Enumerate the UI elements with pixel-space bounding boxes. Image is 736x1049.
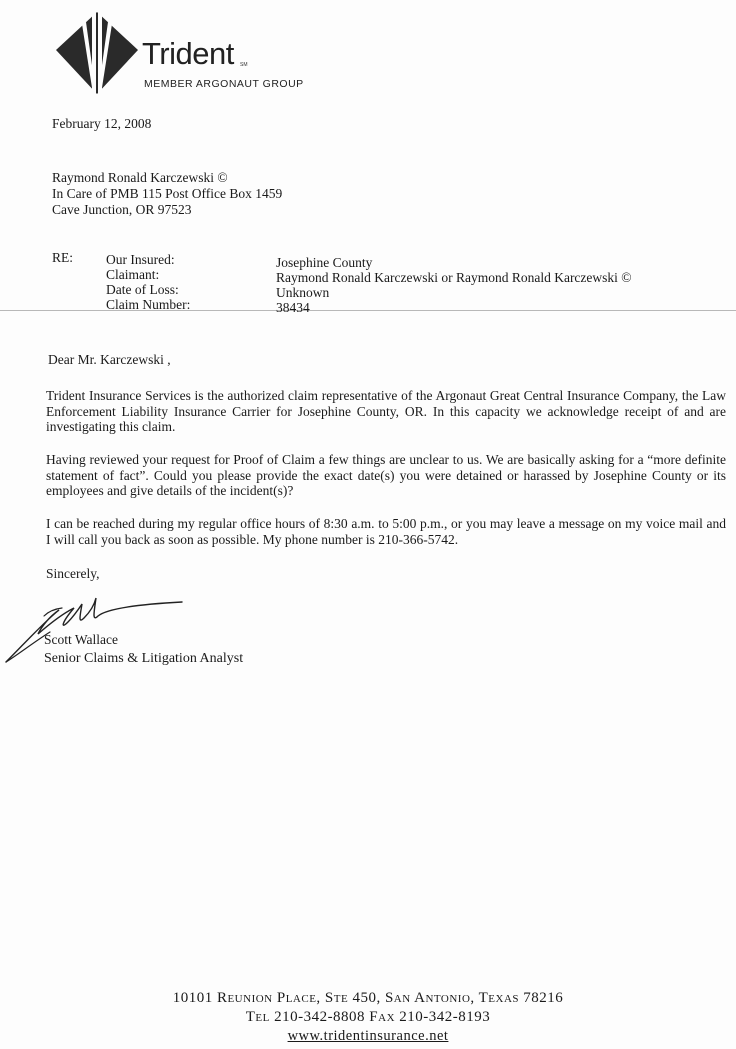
footer-address: 10101 Reunion Place, Ste 450, San Antonio, Texas 78216 [172, 990, 564, 1006]
re-value-claimant: Raymond Ronald Karczewski or Raymond Ronald Karczewski © [276, 270, 632, 285]
salutation: Dear Mr. Karczewski , [48, 352, 171, 367]
re-label: RE: [52, 250, 74, 265]
footer-phone-fax: Tel 210-342-8808 Fax 210-342-8193 [245, 1009, 491, 1025]
company-name: Trident [142, 36, 234, 71]
re-value-claim-number: 38434 [276, 300, 310, 315]
re-field-claimant: Claimant: [106, 267, 160, 282]
closing: Sincerely, [46, 566, 100, 581]
recipient-line: Cave Junction, OR 97523 [52, 202, 192, 217]
company-tagline: MEMBER ARGONAUT GROUP [144, 78, 304, 90]
re-field-values [276, 255, 632, 315]
letter-date: February 12, 2008 [52, 116, 152, 131]
re-value-insured: Josephine County [276, 255, 373, 270]
recipient-address [52, 170, 282, 218]
re-field-labels [106, 252, 190, 312]
body-paragraph-3: I can be reached during my regular office hours of 8:30 a.m. to 5:00 p.m., or you may leave a message on my voice mail and I will call you back as soon as possible. My phone number is 210-366-5742. [46, 516, 726, 547]
trident-diamond-icon [52, 10, 142, 100]
service-mark: SM [240, 62, 248, 68]
recipient-line: Raymond Ronald Karczewski © [52, 170, 228, 185]
re-field-claim-number: Claim Number: [106, 297, 191, 312]
company-logo [52, 10, 352, 100]
re-value-date-of-loss: Unknown [276, 285, 330, 300]
body-paragraph-2: Having reviewed your request for Proof of Claim a few things are unclear to us. We are basically asking for a “more definite statement of fact”. Could you please provide the exact date(s) you were detained or harassed by Josephine County or its employees and give details of the incident(s)? [46, 452, 726, 498]
body-paragraph-1: Trident Insurance Services is the authorized claim representative of the Argonaut Great Central Insurance Company, the Law Enforcement Liability Insurance Carrier for Josephine County, OR. In this capacity we acknowledge receipt of and are investigating this claim. [46, 388, 726, 434]
re-field-insured: Our Insured: [106, 252, 175, 267]
signer-title: Senior Claims & Litigation Analyst [44, 651, 244, 666]
recipient-line: In Care of PMB 115 Post Office Box 1459 [52, 186, 283, 201]
signer-name: Scott Wallace [44, 632, 119, 647]
re-field-date-of-loss: Date of Loss: [106, 282, 179, 297]
footer-website-link[interactable]: www.tridentinsurance.net [287, 1028, 449, 1044]
